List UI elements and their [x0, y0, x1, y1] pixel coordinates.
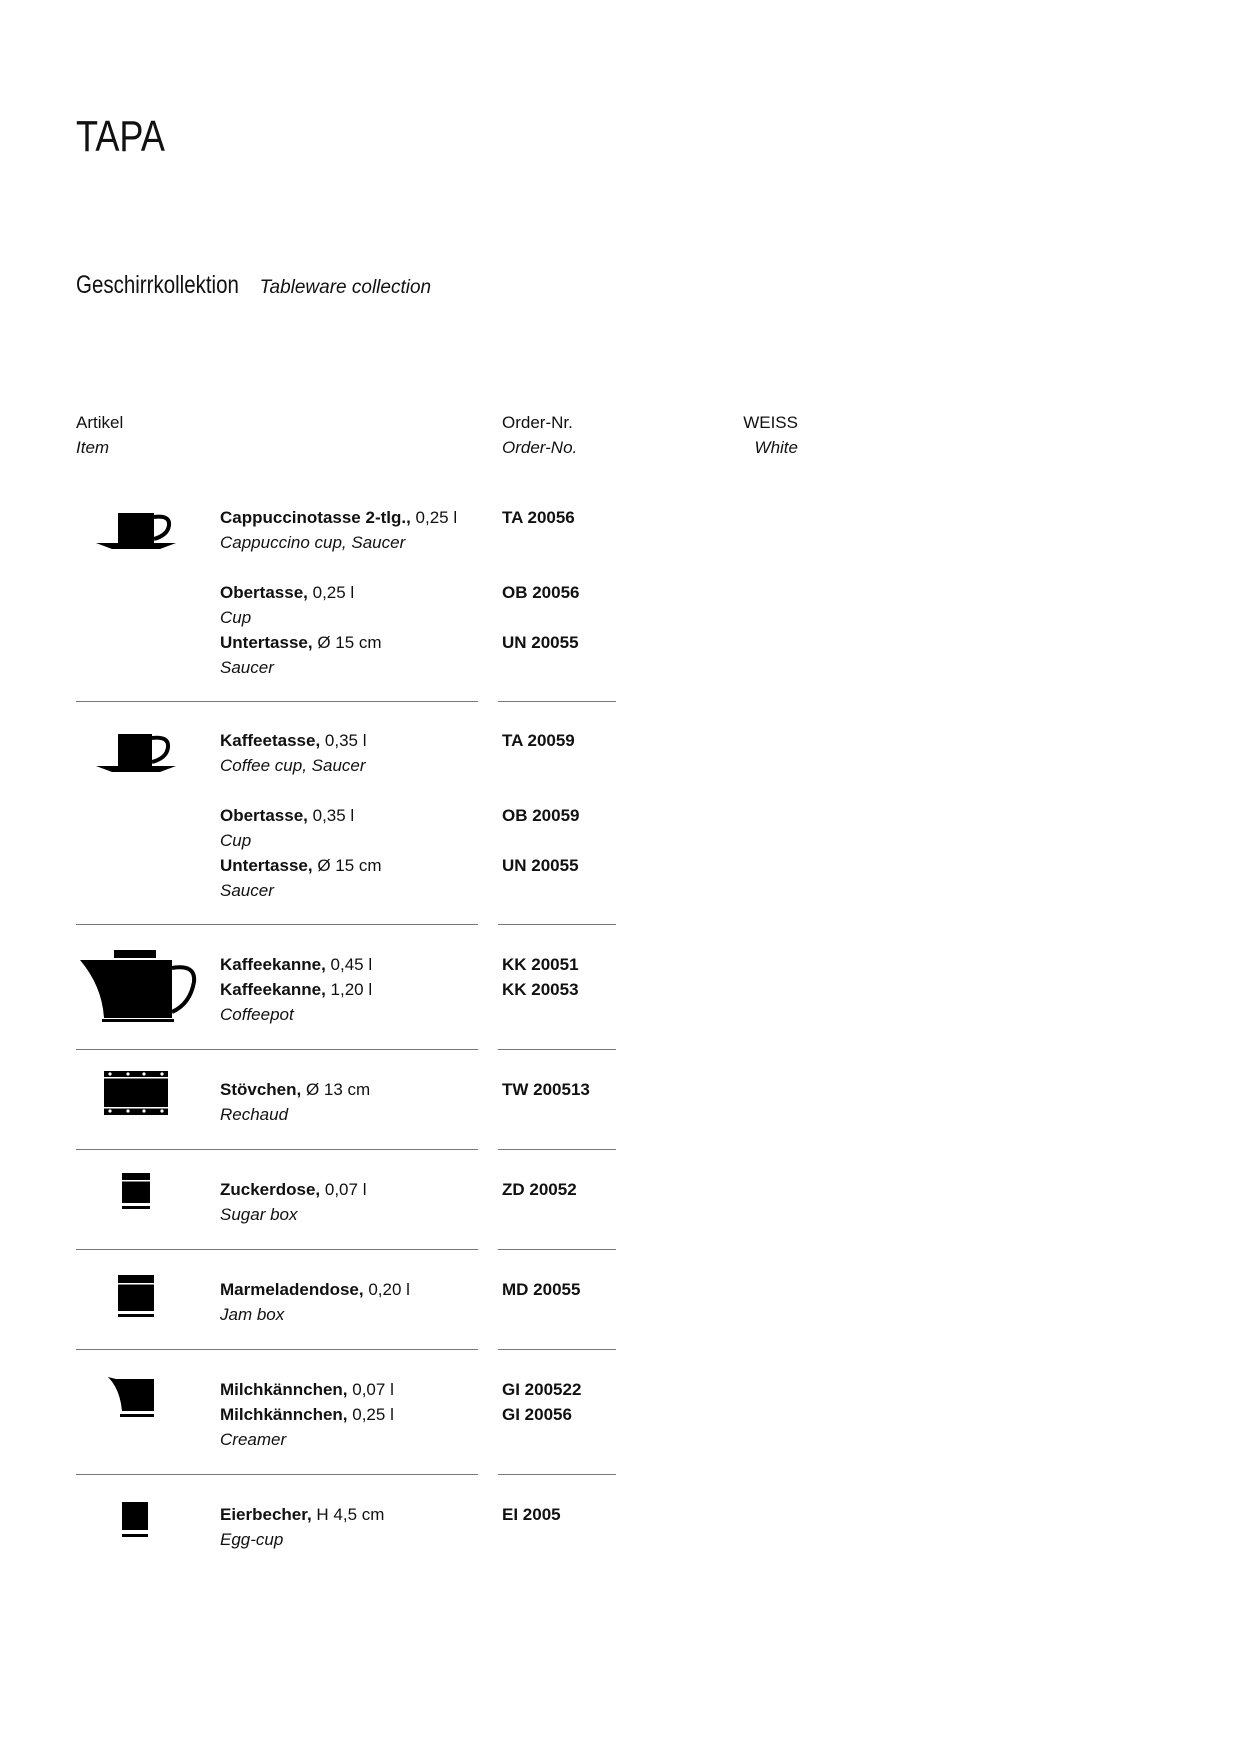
order-number: GI 20056 [502, 1405, 572, 1424]
row-divider [76, 924, 478, 925]
order-number: KK 20051 [502, 955, 579, 974]
cappuccino-cup-icon [94, 509, 178, 551]
product-name: Stövchen, [220, 1080, 302, 1099]
subtitle-de: Geschirrkollektion [76, 271, 239, 299]
order-number: EI 2005 [502, 1505, 561, 1524]
row-divider [498, 1149, 616, 1150]
product-name: Zuckerdose, [220, 1180, 321, 1199]
product-name-en: Creamer [220, 1430, 287, 1449]
rechaud-icon [104, 1071, 168, 1115]
order-number: OB 20059 [502, 806, 580, 825]
page-title: TAPA [76, 112, 165, 161]
row-divider [76, 1474, 478, 1475]
product-name-en: Coffeepot [220, 1005, 294, 1024]
order-number: TW 200513 [502, 1080, 590, 1099]
product-spec: 0,35 l [307, 806, 355, 825]
order-number: OB 20056 [502, 583, 580, 602]
product-name-en: Rechaud [220, 1105, 289, 1124]
column-header-item-en: Item [76, 438, 110, 457]
product-name-en: Cup [220, 831, 252, 850]
product-name: Obertasse, [220, 583, 308, 602]
product-name: Kaffeekanne, [220, 980, 326, 999]
product-name: Untertasse, [220, 856, 313, 875]
product-name: Cappuccinotasse 2-tlg., [220, 508, 411, 527]
column-header-order-en: Order-No. [502, 438, 578, 457]
product-spec: 0,35 l [320, 731, 367, 750]
product-name: Eierbecher, [220, 1505, 312, 1524]
order-number: UN 20055 [502, 856, 579, 875]
product-name-en: Cup [220, 608, 252, 627]
product-spec: Ø 15 cm [312, 633, 382, 652]
column-header-order [502, 410, 577, 460]
column-header-color [740, 410, 798, 460]
row-divider [76, 1049, 478, 1050]
row-divider [76, 701, 478, 702]
row-divider [76, 1149, 478, 1150]
column-header-color-de: WEISS [743, 413, 798, 432]
product-spec: 0,25 l [307, 583, 355, 602]
product-spec: H 4,5 cm [311, 1505, 385, 1524]
product-spec: 0,25 l [410, 508, 458, 527]
column-header-order-de: Order-Nr. [502, 413, 573, 432]
product-name: Untertasse, [220, 633, 313, 652]
order-number: TA 20059 [502, 731, 575, 750]
subtitle-en: Tableware collection [259, 277, 432, 298]
column-header-item [76, 410, 123, 460]
product-name: Milchkännchen, [220, 1380, 348, 1399]
product-spec: Ø 15 cm [312, 856, 382, 875]
order-number: ZD 20052 [502, 1180, 577, 1199]
order-number: UN 20055 [502, 633, 579, 652]
product-name-en: Cappuccino cup, Saucer [220, 533, 406, 552]
coffee-cup-icon [94, 732, 178, 774]
row-divider [498, 924, 616, 925]
subtitle [76, 271, 431, 300]
column-header-color-en: White [754, 438, 798, 457]
product-name-en: Jam box [220, 1305, 285, 1324]
sugar-box-icon [120, 1173, 152, 1213]
product-name: Kaffeekanne, [220, 955, 326, 974]
coffeepot-icon [78, 946, 198, 1026]
row-divider [498, 1474, 616, 1475]
egg-cup-icon [120, 1502, 150, 1540]
product-name: Milchkännchen, [220, 1405, 348, 1424]
row-divider [498, 1249, 616, 1250]
product-spec: 0,07 l [320, 1180, 367, 1199]
product-spec: 1,20 l [325, 980, 373, 999]
row-divider [498, 1349, 616, 1350]
order-number: GI 200522 [502, 1380, 582, 1399]
jam-box-icon [116, 1275, 156, 1319]
order-number: KK 20053 [502, 980, 579, 999]
row-divider [498, 701, 616, 702]
row-divider [498, 1049, 616, 1050]
product-name-en: Egg-cup [220, 1530, 284, 1549]
product-spec: 0,07 l [347, 1380, 394, 1399]
product-spec: 0,20 l [363, 1280, 410, 1299]
product-name-en: Sugar box [220, 1205, 298, 1224]
column-header-item-de: Artikel [76, 413, 124, 432]
product-spec: 0,25 l [347, 1405, 394, 1424]
product-name-en: Saucer [220, 881, 274, 900]
product-spec: 0,45 l [325, 955, 373, 974]
creamer-icon [106, 1375, 156, 1419]
product-spec: Ø 13 cm [301, 1080, 371, 1099]
product-name: Kaffeetasse, [220, 731, 321, 750]
product-name: Marmeladendose, [220, 1280, 364, 1299]
row-divider [76, 1349, 478, 1350]
row-divider [76, 1249, 478, 1250]
order-number: TA 20056 [502, 508, 575, 527]
product-name-en: Coffee cup, Saucer [220, 756, 366, 775]
order-number: MD 20055 [502, 1280, 581, 1299]
product-name: Obertasse, [220, 806, 308, 825]
product-name-en: Saucer [220, 658, 274, 677]
